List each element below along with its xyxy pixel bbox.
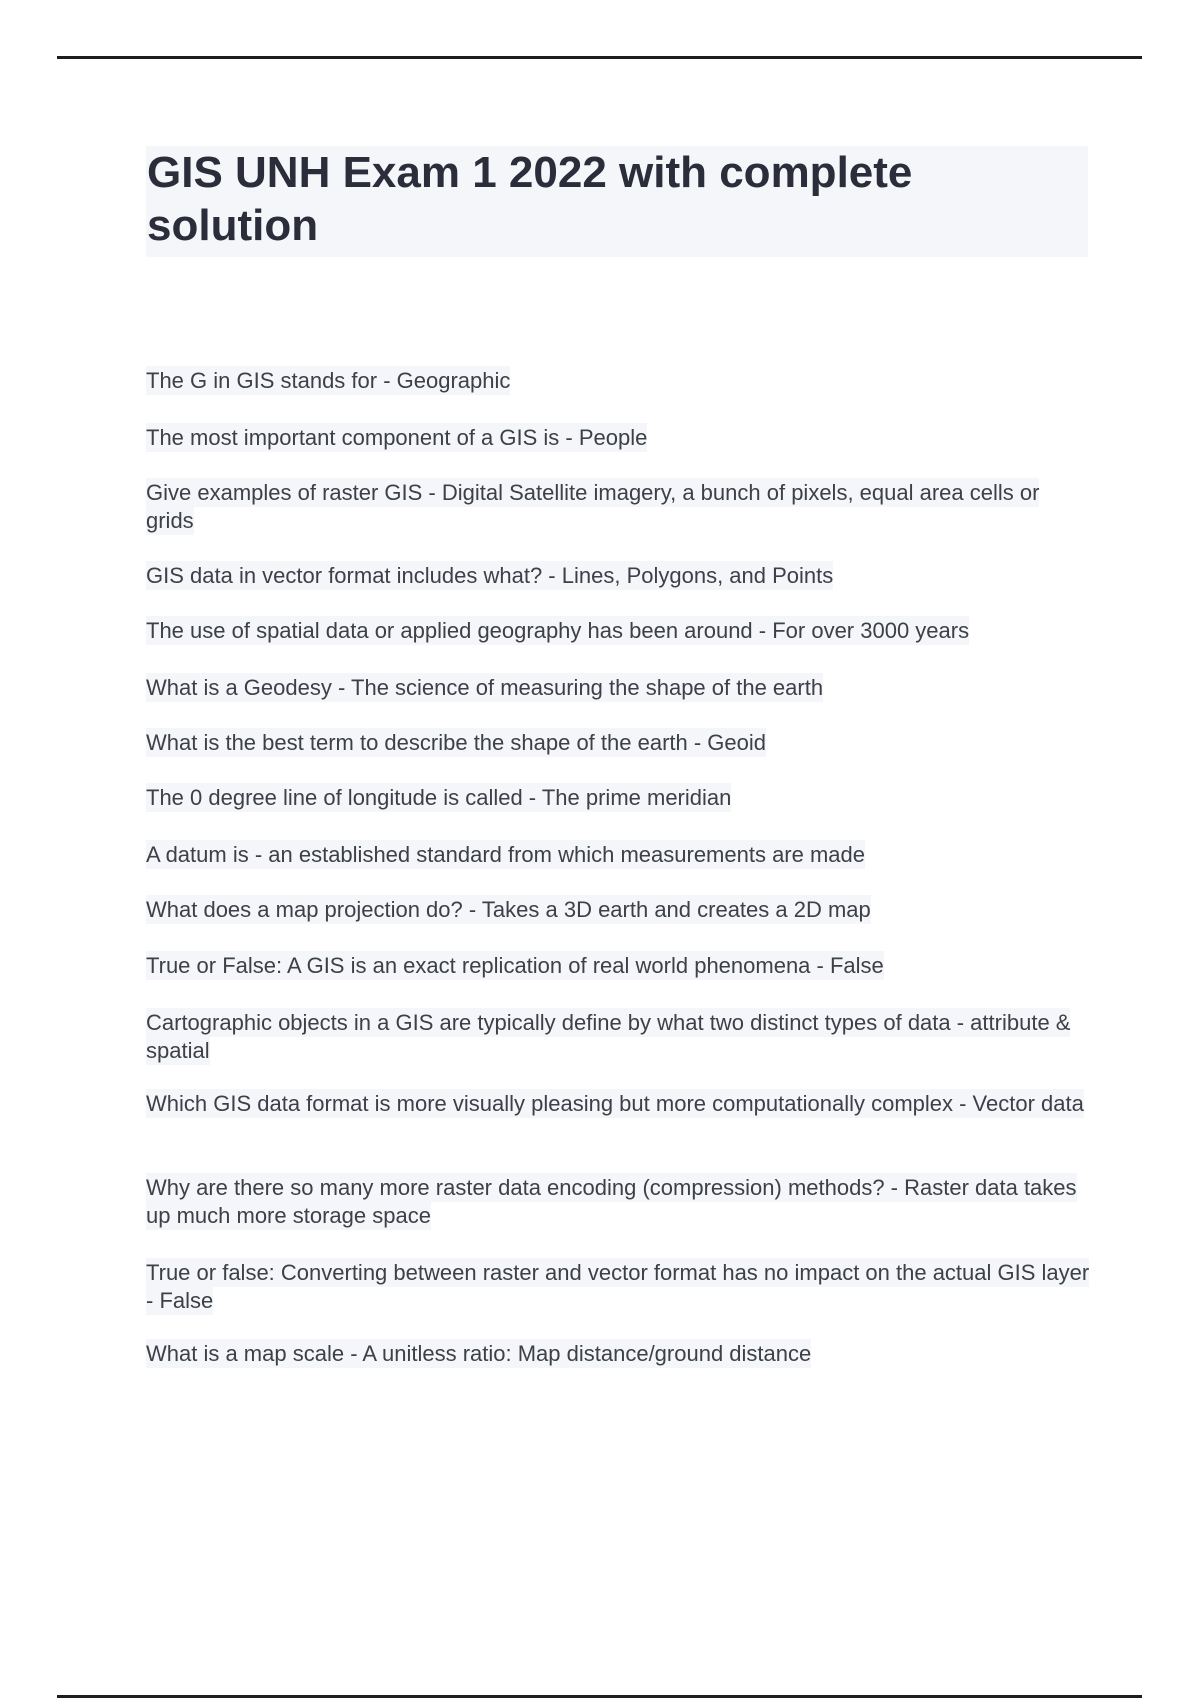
top-rule xyxy=(57,56,1142,59)
qa-item xyxy=(146,424,1091,452)
qa-item xyxy=(146,1090,1091,1118)
qa-item-text: What is a map scale - A unitless ratio: Map distance/ground distance xyxy=(146,1341,812,1366)
qa-item xyxy=(146,896,1091,924)
qa-item xyxy=(146,729,1091,757)
qa-item-text: Give examples of raster GIS - Digital Satellite imagery, a bunch of pixels, equal area cells or grids xyxy=(146,480,1040,533)
qa-item xyxy=(146,562,1091,590)
qa-item xyxy=(146,1174,1091,1230)
qa-item-text: The use of spatial data or applied geography has been around - For over 3000 years xyxy=(146,618,970,643)
qa-item xyxy=(146,1340,1091,1368)
qa-item-text: The 0 degree line of longitude is called - The prime meridian xyxy=(146,785,732,810)
qa-item-text: The most important component of a GIS is - People xyxy=(146,425,648,450)
qa-item xyxy=(146,479,1091,535)
qa-item-text: Cartographic objects in a GIS are typically define by what two distinct types of data - attribute & spatial xyxy=(146,1010,1071,1063)
qa-item-text: What is a Geodesy - The science of measuring the shape of the earth xyxy=(146,675,824,700)
qa-item-text: Which GIS data format is more visually pleasing but more computationally complex - Vector data xyxy=(146,1091,1084,1116)
title-banner xyxy=(146,146,1088,257)
qa-item-text: GIS data in vector format includes what? - Lines, Polygons, and Points xyxy=(146,563,834,588)
qa-item xyxy=(146,674,1091,702)
page-title: GIS UNH Exam 1 2022 with complete solution xyxy=(147,148,913,250)
qa-item-text: The G in GIS stands for - Geographic xyxy=(146,368,511,393)
qa-item-text: A datum is - an established standard from which measurements are made xyxy=(146,842,866,867)
qa-item-text: Why are there so many more raster data encoding (compression) methods? - Raster data takes up much more storage space xyxy=(146,1175,1077,1228)
qa-item-text: What is the best term to describe the shape of the earth - Geoid xyxy=(146,730,766,755)
qa-item-text: What does a map projection do? - Takes a 3D earth and creates a 2D map xyxy=(146,897,871,922)
qa-item xyxy=(146,1009,1091,1065)
qa-item xyxy=(146,1259,1091,1315)
qa-item xyxy=(146,952,1091,980)
qa-item xyxy=(146,617,1091,645)
bottom-rule xyxy=(57,1695,1142,1698)
qa-item-text: True or false: Converting between raster and vector format has no impact on the actual GIS layer - False xyxy=(146,1260,1090,1313)
qa-item xyxy=(146,784,1091,812)
qa-item-text: True or False: A GIS is an exact replication of real world phenomena - False xyxy=(146,953,884,978)
qa-item xyxy=(146,367,1091,395)
qa-item xyxy=(146,841,1091,869)
